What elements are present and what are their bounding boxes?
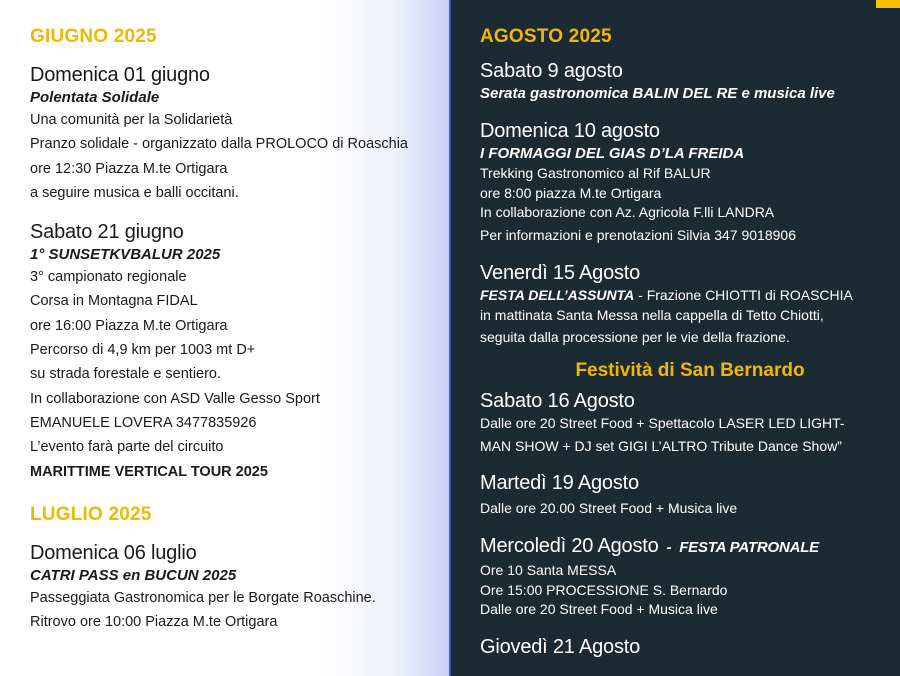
event-tag: - FESTA PATRONALE [658,539,819,557]
event-line: L’evento farà parte del circuito [30,439,224,456]
event-date: Sabato 16 Agosto [480,389,635,412]
event-line: Passeggiata Gastronomica per le Borgate Roaschine. [30,589,376,606]
event-line: Percorso di 4,9 km per 1003 mt D+ [30,342,256,359]
section-heading-san-bernardo: Festività di San Bernardo [575,359,805,381]
event-location: - Frazione CHIOTTI di ROASCHIA [634,286,853,303]
event-line: 3° campionato regionale [30,269,187,286]
event-name: Serata gastronomica BALIN DEL RE e musica live [480,85,835,102]
event-line: seguita dalla processione per le vie della frazione. [480,329,790,346]
event-line: Corsa in Montagna FIDAL [30,293,198,310]
right-panel [451,0,900,676]
event-date: Giovedì 21 Agosto [480,636,641,659]
event-line: EMANUELE LOVERA 3477835926 [30,414,257,431]
event-06-luglio [30,540,450,635]
event-line: Una comunità per la Solidarietà [30,112,233,128]
event-16-agosto [480,388,900,456]
event-line: Ore 10 Santa MESSA [480,562,617,579]
event-15-agosto [480,260,900,348]
event-line: Ore 15:00 PROCESSIONE S. Bernardo [480,581,728,598]
event-date: Sabato 9 agosto [480,60,623,82]
month-heading-giugno: GIUGNO 2025 [30,26,157,47]
event-line: In collaborazione con Az. Agricola F.lli LANDRA [480,204,775,221]
month-heading-luglio: LUGLIO 2025 [30,503,152,525]
event-date: Venerdì 15 Agosto [480,261,641,284]
corner-accent [876,0,900,8]
event-name: 1° SUNSETKVBALUR 2025 [30,246,221,264]
event-line: Trekking Gastronomico al Rif BALUR [480,165,711,181]
event-name: FESTA DELL’ASSUNTA [480,286,635,303]
event-name: CATRI PASS en BUCUN 2025 [30,566,237,584]
event-name: I FORMAGGI DEL GIAS D’LA FREIDA [480,145,745,162]
event-line: Pranzo solidale - organizzato dalla PROLOCO di Roaschia [30,136,408,153]
event-line: Dalle ore 20.00 Street Food + Musica live [480,500,738,517]
event-21-agosto [480,634,900,660]
event-line: ore 16:00 Piazza M.te Ortigara [30,317,228,334]
event-line: ore 8:00 piazza M.te Ortigara [480,184,662,201]
event-name: Polentata Solidale [30,89,160,106]
event-19-agosto [480,470,900,519]
event-line: MAN SHOW + DJ set GIGI L’ALTRO Tribute Dance Show” [480,437,842,454]
event-21-giugno [30,219,450,484]
event-line: Per informazioni e prenotazioni Silvia 347 9018906 [480,227,796,244]
event-line: Dalle ore 20 Street Food + Spettacolo LASER LED LIGHT- [480,414,845,431]
event-line: Dalle ore 20 Street Food + Musica live [480,601,718,618]
event-line: In collaborazione con ASD Valle Gesso Sport [30,390,320,407]
month-heading-agosto: AGOSTO 2025 [480,26,612,47]
event-date: Martedì 19 Agosto [480,472,639,495]
right-column [480,26,900,660]
event-date: Domenica 06 luglio [30,541,197,564]
event-line: a seguire musica e balli occitani. [30,184,239,201]
event-20-agosto [480,533,900,620]
event-date: Mercoledì 20 Agosto [480,535,659,558]
event-10-agosto [480,118,900,246]
event-date: Sabato 21 giugno [30,221,184,244]
event-line: in mattinata Santa Messa nella cappella di Tetto Chiotti, [480,306,824,323]
event-9-agosto [480,58,900,104]
left-panel [0,0,449,676]
event-date-row [480,533,900,561]
event-line: su strada forestale e sentiero. [30,366,222,383]
event-date: Domenica 01 giugno [30,64,210,86]
left-column [30,26,450,634]
event-line: Ritrovo ore 10:00 Piazza M.te Ortigara [30,614,278,631]
event-line: MARITTIME VERTICAL TOUR 2025 [30,463,268,480]
event-name-row [480,286,900,306]
event-01-giugno [30,62,450,205]
event-date: Domenica 10 agosto [480,120,660,142]
event-line: ore 12:30 Piazza M.te Ortigara [30,160,228,177]
